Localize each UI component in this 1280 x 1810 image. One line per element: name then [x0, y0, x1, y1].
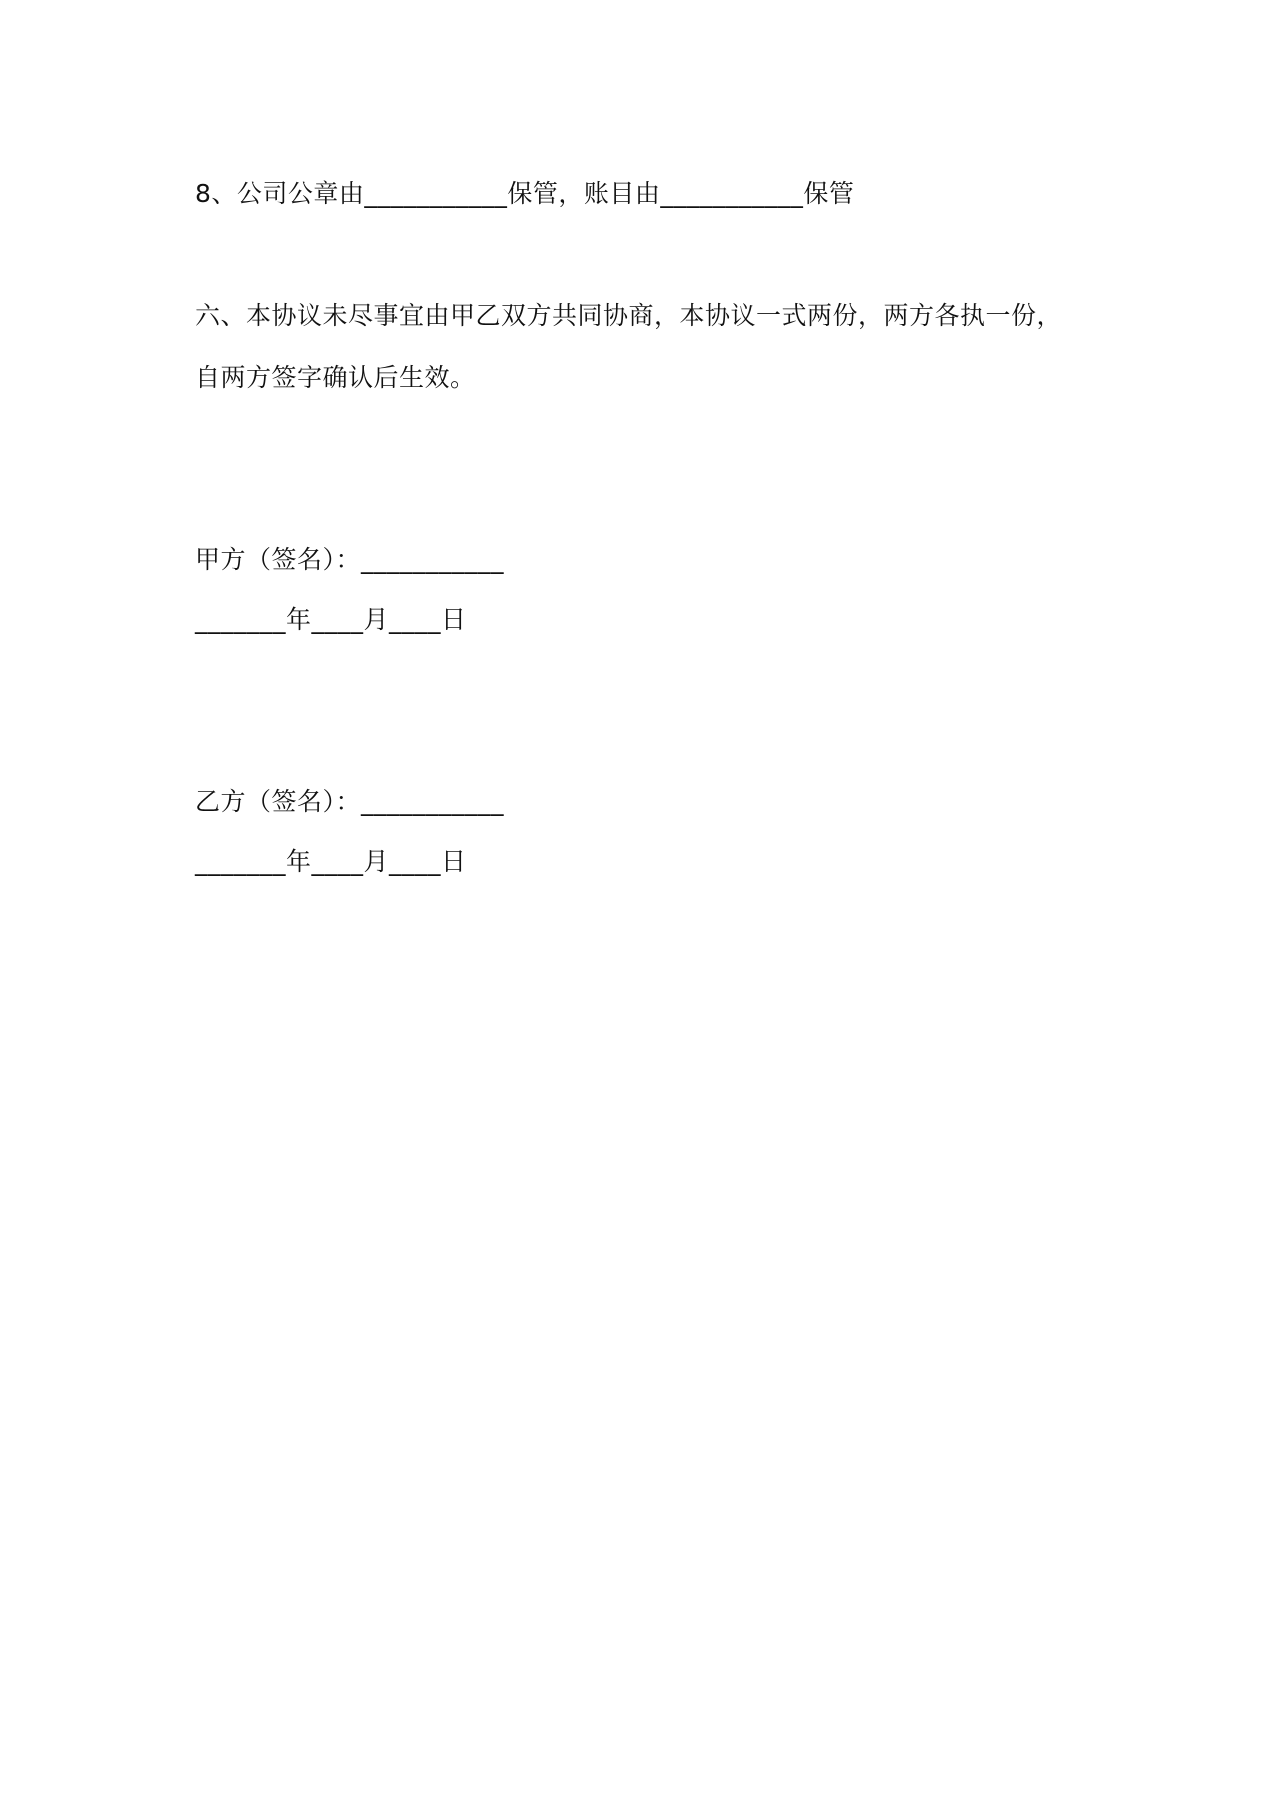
- party-a-signature-line: 甲方（签名）：___________: [195, 545, 505, 574]
- clause-6-line-1: 六、本协议未尽事宜由甲乙双方共同协商，本协议一式两份，两方各执一份，: [195, 301, 1063, 330]
- party-a-date-line: _______年____月____日: [195, 605, 467, 634]
- clause-6-line-2: 自两方签字确认后生效。: [195, 363, 476, 392]
- party-b-date-line: _______年____月____日: [195, 847, 467, 876]
- party-b-signature-line: 乙方（签名）：___________: [195, 787, 505, 816]
- clause-8-seal-and-accounts: 8、公司公章由___________保管，账目由___________保管: [195, 179, 855, 208]
